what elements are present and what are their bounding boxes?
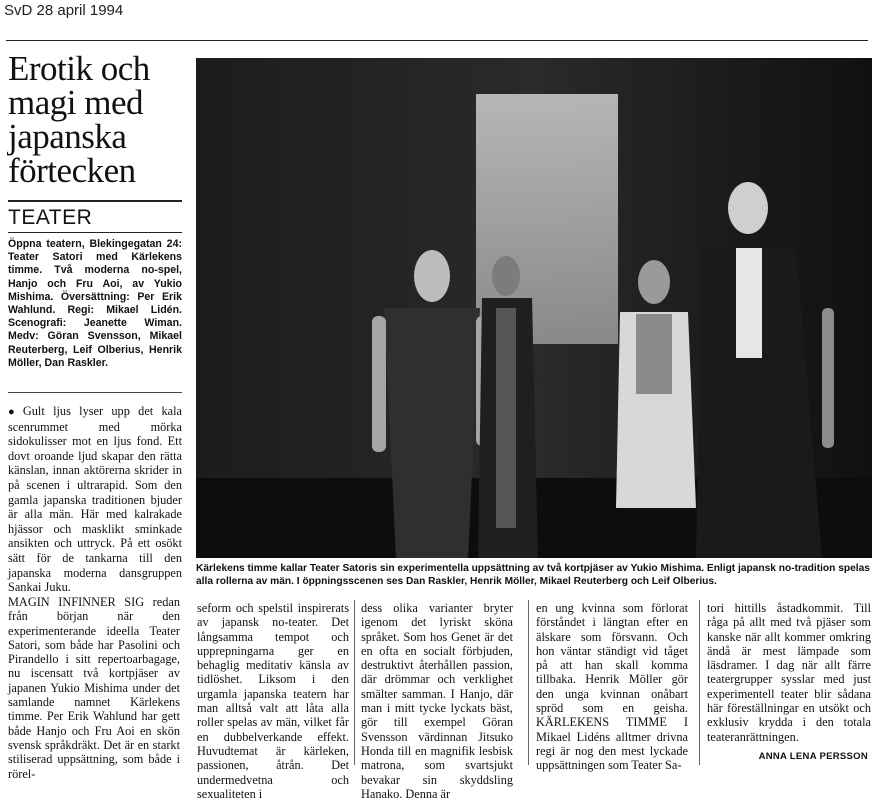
column-divider bbox=[699, 600, 700, 765]
newspaper-source-date: SvD 28 april 1994 bbox=[4, 2, 124, 19]
article-column-1: MAGIN INFINNER SIG redan från början när den experimenterande ideella Teater Satori, som både har Pasolini och Pirandello i sitt repertoarbagage, nu iscensatt två kortpjäser av japanen Yukio Mishima under det samlande namnet Kärlekens timme. Per Erik Wahlund har gett både Hanjo och Fru Aoi en skön svensk språkdräkt. Det är en starkt stiliserad uppsättning, som både i rörel- bbox=[8, 595, 180, 781]
lead-paragraph bbox=[8, 404, 182, 595]
article-column-4: en ung kvinna som förlorat förståndet i längtan efter en älskare som försvann. Och hon väntar ständigt vid tåget på att han skall komma tillbaka. Henrik Möller gör den unga kvinnan onåbart spröd som en geisha. KÄRLEKENS TIMME I Mikael Lidéns alltmer drivna regi är nog den mest lyckade uppsättningen som Teater Sa- bbox=[536, 601, 688, 773]
article-column-3: dess olika varianter bryter igenom det lyriskt sköna språket. Som hos Genet är det en ofta en socialt förbjuden, destruktivt återhållen passion, där drömmar och verklighet smälter samman. I Hanjo, där man i mitt tycke lyckats bäst, gör till exempel Göran Svensson värdinnan Jitsuko Honda till en magnifik lesbisk matrona, som svartsjukt bevakar sin skyddsling Hanako. Denna är bbox=[361, 601, 513, 801]
section-rule-top bbox=[8, 200, 182, 202]
photo-caption: Kärlekens timme kallar Teater Satoris sin experimentella uppsättning av två kortpjäser av Yukio Mishima. Enligt japansk no-tradition spelas alla rollerna av män. I öppningsscenen ses Dan Raskler, Henrik Möller, Mikael Reuterberg och Leif Olberius. bbox=[196, 563, 870, 587]
section-label: TEATER bbox=[8, 206, 93, 229]
lead-text: Gult ljus lyser upp det kala scenrummet med mörka sidokulisser mot en ljus fond. Ett dovt oroande ljud skapar den rätta känslan, innan aktörerna skrider in på scenen i ultrarapid. Som den gamla japanska traditionen bjuder är alla män. Här med kalrakade hjässor och masklikt sminkade ansikten och uttryck. På ett osökt sätt för de tankarna till den japanska moderna dansgruppen Sankai Juku. bbox=[8, 404, 182, 595]
section-rule-bottom bbox=[8, 232, 182, 233]
stage-photo-illustration bbox=[196, 58, 872, 558]
bullet-icon: ● bbox=[8, 406, 20, 418]
column-divider bbox=[354, 600, 355, 765]
headline: Erotik och magi med japanska förtecken bbox=[8, 49, 150, 190]
column-divider bbox=[528, 600, 529, 765]
info-rule bbox=[8, 392, 182, 393]
production-info: Öppna teatern, Blekingegatan 24: Teater Satori med Kärlekens timme. Två moderna no-spel, Hanjo och Fru Aoi, av Yukio Mishima. Översättning: Per Erik Wahlund. Regi: Mikael Lidén. Scenografi: Jeanette Wiman. Medv: Göran Svensson, Mikael Reuterberg, Leif Olberius, Henrik Möller, Dan Raskler. bbox=[8, 238, 182, 369]
top-rule bbox=[6, 40, 868, 41]
stage-photo bbox=[196, 58, 872, 558]
author-signature: ANNA LENA PERSSON bbox=[758, 751, 868, 762]
article-column-2: seform och spelstil inspirerats av japansk no-teater. Det långsamma tempot och upprepningarna ger en behaglig meditativ känsla av tidlöshet. Liksom i den urgamla japanska teatern har man alltså valt att låta alla roller spelas av män, vilket får en dubbelverkande effekt. Huvudtemat är kärleken, passionen, åtrån. Det undermedvetna och sexualiteten i bbox=[197, 601, 349, 801]
article-column-5: tori hittills åstadkommit. Till råga på allt med två pjäser som kanske när allt kommer omkring ändå är mest lämpade som läsdramer. I dag när allt färre teatergrupper sysslar med just experimentell teater blir sådana här föreställningar en utsökt och exklusiv krydda i den totala teateranrättningen. bbox=[707, 601, 871, 744]
